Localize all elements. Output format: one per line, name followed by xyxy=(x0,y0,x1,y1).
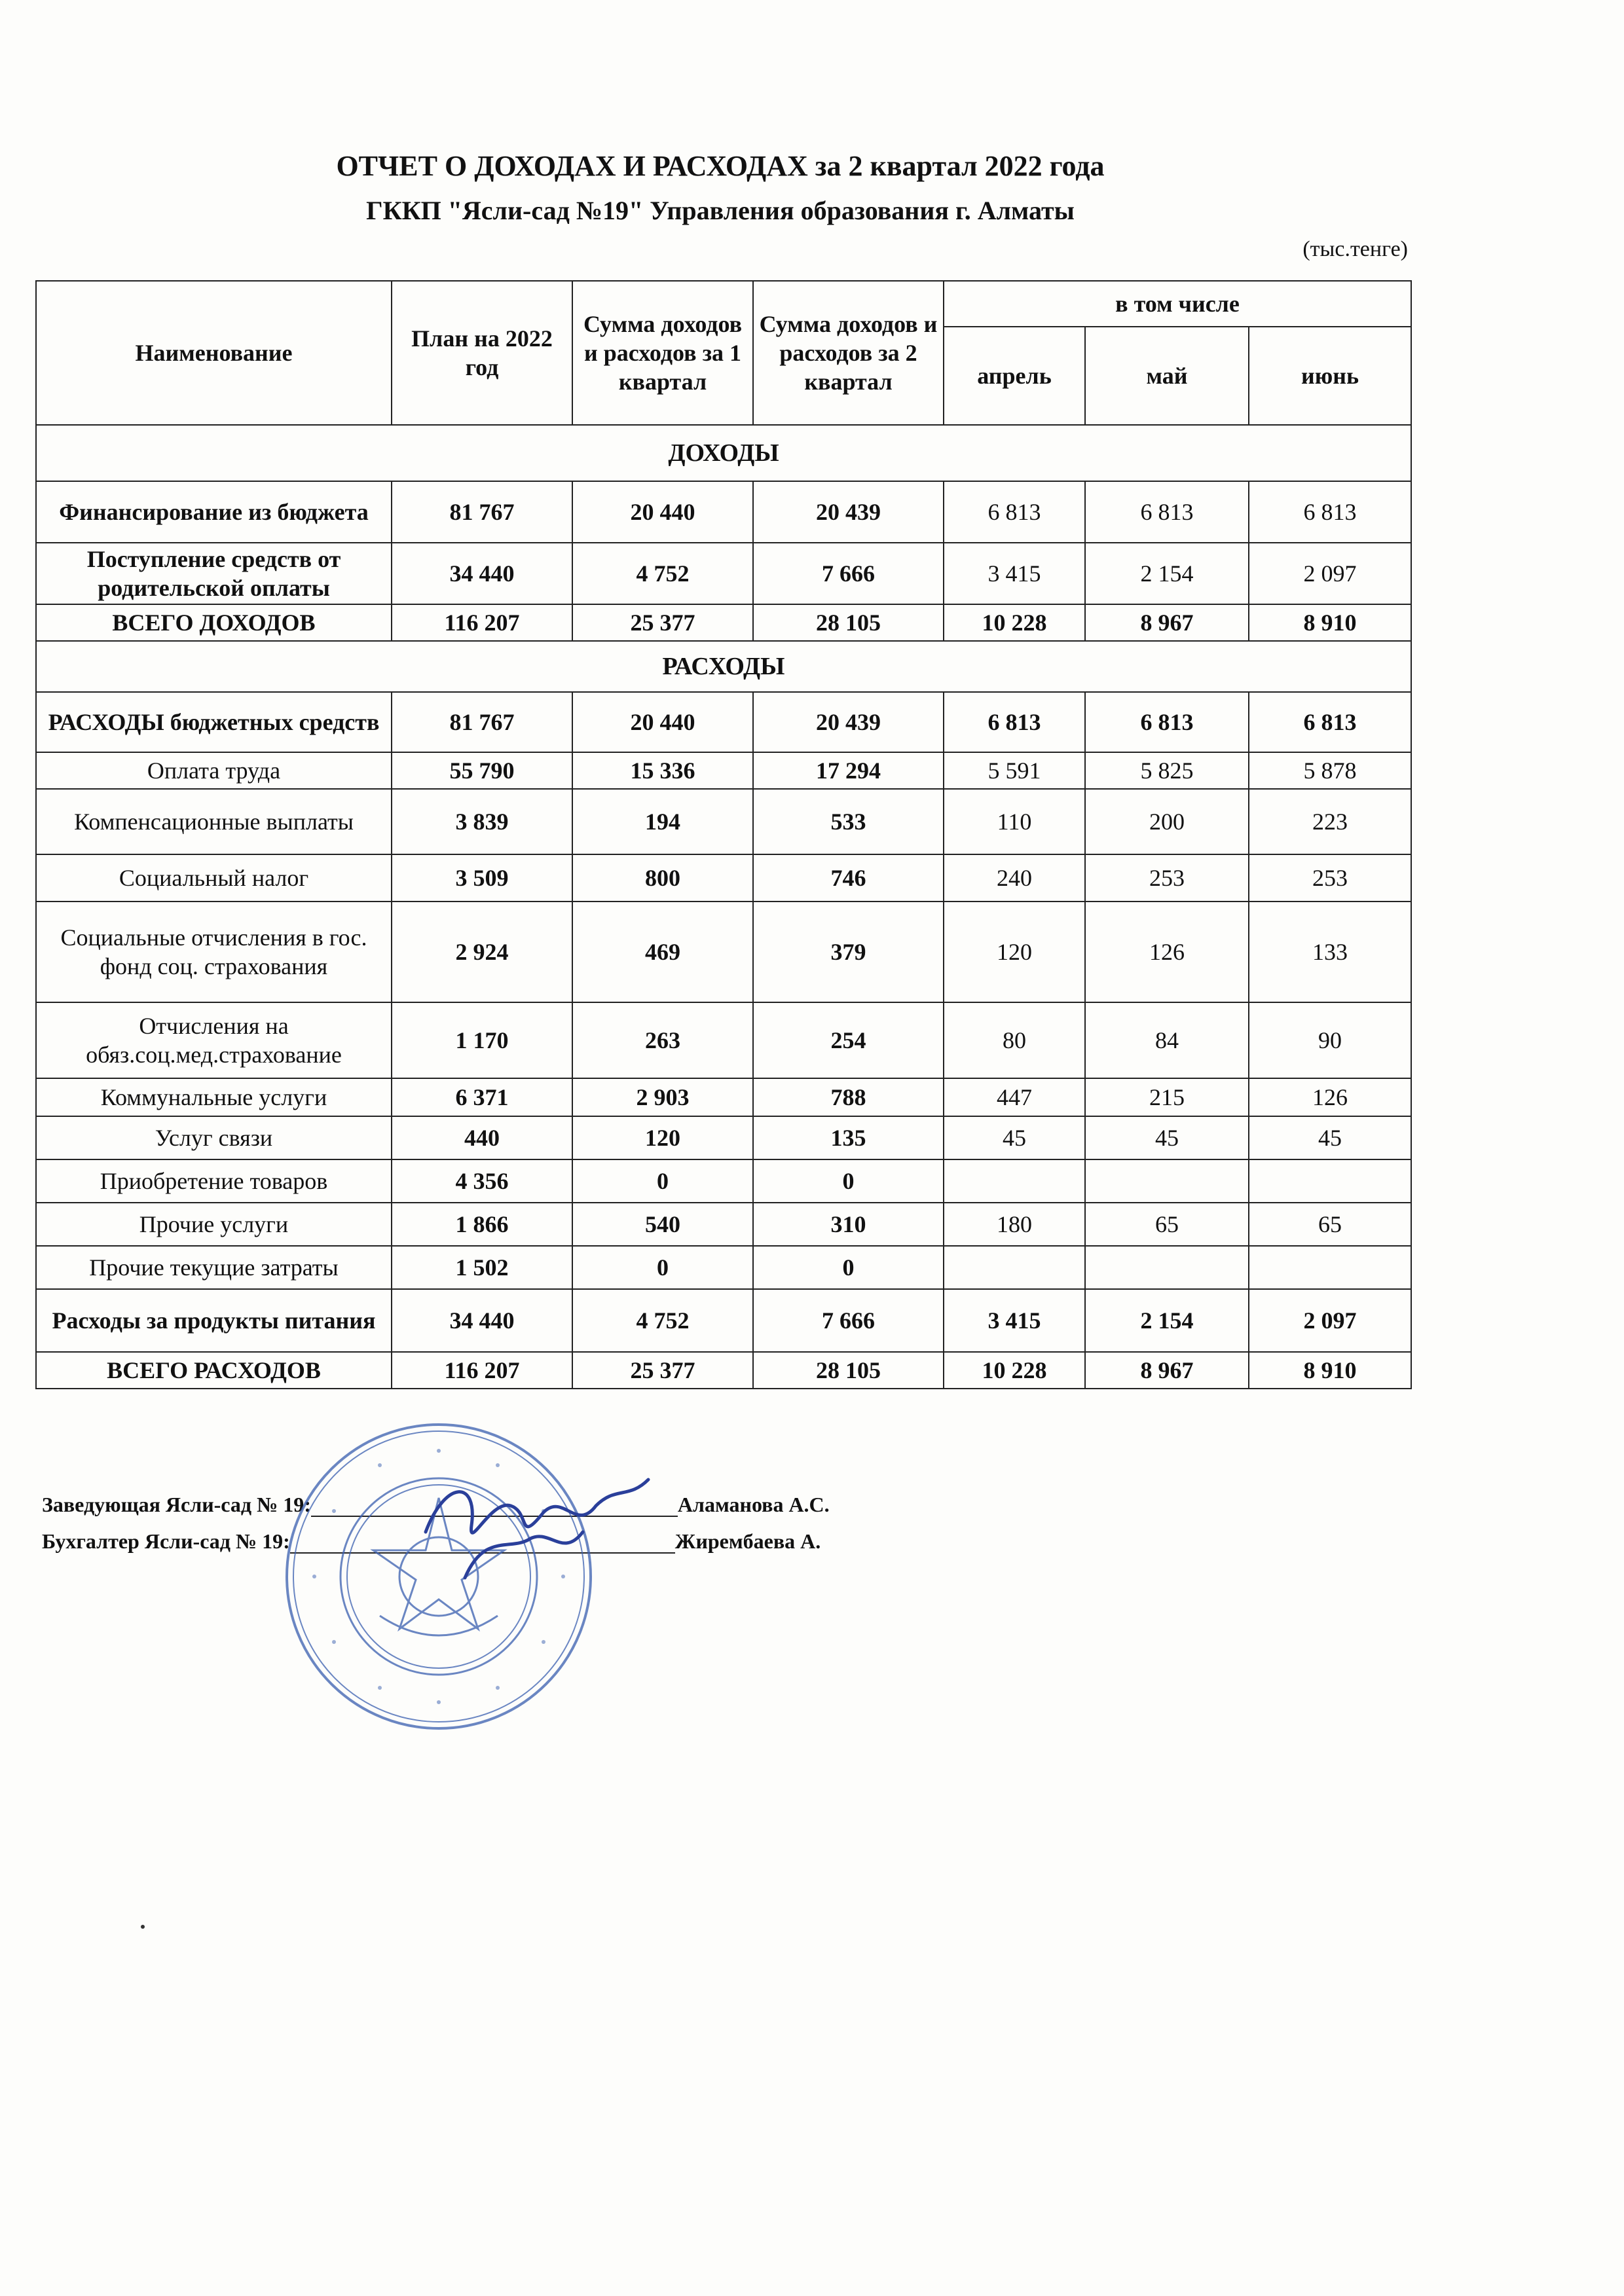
income_rows-cell-q1: 25 377 xyxy=(572,604,753,641)
expense_rows-cell-q1: 469 xyxy=(572,902,753,1002)
expense_rows-cell-may: 8 967 xyxy=(1085,1352,1249,1389)
expense_rows-row xyxy=(36,1352,1411,1389)
expense_rows-cell-april: 240 xyxy=(944,854,1085,902)
expense_rows-cell-may: 200 xyxy=(1085,789,1249,854)
units-label: (тыс.тенге) xyxy=(1302,237,1408,261)
expense_rows-cell-april: 3 415 xyxy=(944,1289,1085,1352)
expense_rows-cell-june xyxy=(1249,1246,1411,1289)
expense_rows-row xyxy=(36,1078,1411,1116)
report-title: ОТЧЕТ О ДОХОДАХ И РАСХОДАХ за 2 квартал 2022 года xyxy=(336,150,1105,182)
income_rows-cell-may: 8 967 xyxy=(1085,604,1249,641)
expense_rows-cell-plan: 4 356 xyxy=(392,1159,572,1203)
expense_rows-cell-q1: 0 xyxy=(572,1159,753,1203)
expense_rows-row xyxy=(36,1159,1411,1203)
header-q2: Сумма доходов и расходов за 2 квартал xyxy=(753,281,944,425)
expense_rows-cell-q2: 254 xyxy=(753,1002,944,1078)
income_rows-row xyxy=(36,604,1411,641)
expense_rows-cell-april: 45 xyxy=(944,1116,1085,1159)
expense_rows-row-name: Компенсационные выплаты xyxy=(36,789,392,854)
expense_rows-cell-april: 5 591 xyxy=(944,752,1085,789)
handwritten-signature xyxy=(406,1453,655,1584)
expense_rows-cell-april xyxy=(944,1246,1085,1289)
expense_rows-row-name: Прочие текущие затраты xyxy=(36,1246,392,1289)
income_rows-row xyxy=(36,543,1411,604)
expense_rows-row-name: ВСЕГО РАСХОДОВ xyxy=(36,1352,392,1389)
expense_rows-cell-q1: 120 xyxy=(572,1116,753,1159)
expense_rows-cell-q1: 2 903 xyxy=(572,1078,753,1116)
expense_rows-cell-q2: 746 xyxy=(753,854,944,902)
expense_rows-cell-may xyxy=(1085,1159,1249,1203)
expense_rows-cell-june: 223 xyxy=(1249,789,1411,854)
expense_rows-row xyxy=(36,752,1411,789)
income_rows-cell-q2: 28 105 xyxy=(753,604,944,641)
expense_rows-cell-june: 8 910 xyxy=(1249,1352,1411,1389)
expense_rows-row xyxy=(36,854,1411,902)
income_rows-cell-april: 3 415 xyxy=(944,543,1085,604)
expense_rows-cell-q1: 4 752 xyxy=(572,1289,753,1352)
expense_rows-cell-q2: 379 xyxy=(753,902,944,1002)
expense_rows-cell-plan: 6 371 xyxy=(392,1078,572,1116)
expense_rows-cell-q2: 310 xyxy=(753,1203,944,1246)
expense_rows-cell-q2: 0 xyxy=(753,1159,944,1203)
expense_rows-cell-q1: 263 xyxy=(572,1002,753,1078)
expense_rows-row-name: Услуг связи xyxy=(36,1116,392,1159)
expense_rows-cell-plan: 1 502 xyxy=(392,1246,572,1289)
expense_rows-cell-june: 65 xyxy=(1249,1203,1411,1246)
expense_rows-cell-may: 65 xyxy=(1085,1203,1249,1246)
expense_rows-cell-june: 5 878 xyxy=(1249,752,1411,789)
expense_rows-row-name: Отчисления на обяз.соц.мед.страхование xyxy=(36,1002,392,1078)
expense_rows-cell-q2: 135 xyxy=(753,1116,944,1159)
expense_rows-cell-june: 2 097 xyxy=(1249,1289,1411,1352)
expense_rows-cell-q1: 0 xyxy=(572,1246,753,1289)
income_rows-cell-plan: 81 767 xyxy=(392,481,572,543)
expense_rows-cell-q2: 17 294 xyxy=(753,752,944,789)
expense_rows-row-name: Коммунальные услуги xyxy=(36,1078,392,1116)
expense_rows-row xyxy=(36,902,1411,1002)
income_rows-cell-june: 8 910 xyxy=(1249,604,1411,641)
expense_rows-cell-may: 253 xyxy=(1085,854,1249,902)
expense_rows-cell-april: 447 xyxy=(944,1078,1085,1116)
expense_rows-cell-may: 5 825 xyxy=(1085,752,1249,789)
expense_rows-cell-june: 90 xyxy=(1249,1002,1411,1078)
expense_rows-cell-june: 253 xyxy=(1249,854,1411,902)
expense_rows-cell-q2: 788 xyxy=(753,1078,944,1116)
header-april: апрель xyxy=(944,327,1085,425)
expense_rows-cell-plan: 55 790 xyxy=(392,752,572,789)
head-label: Заведующая Ясли-сад № 19: xyxy=(42,1493,311,1516)
expense_rows-row-name: Прочие услуги xyxy=(36,1203,392,1246)
expense_rows-cell-plan: 440 xyxy=(392,1116,572,1159)
expense_rows-cell-april: 120 xyxy=(944,902,1085,1002)
income_rows-row-name: ВСЕГО ДОХОДОВ xyxy=(36,604,392,641)
expense_rows-cell-plan: 81 767 xyxy=(392,692,572,752)
expense_rows-cell-june: 45 xyxy=(1249,1116,1411,1159)
expense_rows-cell-q2: 533 xyxy=(753,789,944,854)
expense_rows-cell-q2: 28 105 xyxy=(753,1352,944,1389)
expense_rows-cell-june: 126 xyxy=(1249,1078,1411,1116)
expense_rows-cell-may: 215 xyxy=(1085,1078,1249,1116)
expense_rows-cell-q1: 20 440 xyxy=(572,692,753,752)
income_rows-cell-plan: 34 440 xyxy=(392,543,572,604)
income_rows-cell-q2: 7 666 xyxy=(753,543,944,604)
expense_rows-row-name: Оплата труда xyxy=(36,752,392,789)
income_rows-cell-may: 2 154 xyxy=(1085,543,1249,604)
expense_rows-cell-may: 126 xyxy=(1085,902,1249,1002)
income_rows-cell-q1: 20 440 xyxy=(572,481,753,543)
income_rows-cell-april: 6 813 xyxy=(944,481,1085,543)
expense_rows-row xyxy=(36,1246,1411,1289)
expense_rows-cell-plan: 2 924 xyxy=(392,902,572,1002)
accountant-name: Жирембаева А. xyxy=(674,1529,821,1553)
expense_rows-cell-may: 2 154 xyxy=(1085,1289,1249,1352)
expense_rows-cell-plan: 1 170 xyxy=(392,1002,572,1078)
expense_rows-cell-june: 133 xyxy=(1249,902,1411,1002)
accountant-label: Бухгалтер Ясли-сад № 19: xyxy=(42,1529,290,1553)
header-q1: Сумма доходов и расходов за 1 квартал xyxy=(572,281,753,425)
expense_rows-cell-june xyxy=(1249,1159,1411,1203)
income_rows-cell-q1: 4 752 xyxy=(572,543,753,604)
header-may: май xyxy=(1085,327,1249,425)
expense_rows-cell-may: 45 xyxy=(1085,1116,1249,1159)
header-including: в том числе xyxy=(944,281,1411,327)
income_rows-cell-may: 6 813 xyxy=(1085,481,1249,543)
expense_rows-cell-q1: 15 336 xyxy=(572,752,753,789)
expense_rows-cell-april: 10 228 xyxy=(944,1352,1085,1389)
expense_rows-cell-q2: 20 439 xyxy=(753,692,944,752)
head-name: Аламанова А.С. xyxy=(677,1493,830,1516)
report-table xyxy=(35,280,1412,1389)
expense-section-label: РАСХОДЫ xyxy=(36,641,1411,692)
header-name: Наименование xyxy=(36,281,392,425)
expense_rows-row xyxy=(36,1203,1411,1246)
income_rows-cell-april: 10 228 xyxy=(944,604,1085,641)
header-plan: План на 2022 год xyxy=(392,281,572,425)
expense_rows-cell-april: 110 xyxy=(944,789,1085,854)
expense_rows-cell-june: 6 813 xyxy=(1249,692,1411,752)
income_rows-row-name: Поступление средств от родительской оплаты xyxy=(36,543,392,604)
expense_rows-cell-q1: 540 xyxy=(572,1203,753,1246)
expense_rows-cell-q1: 194 xyxy=(572,789,753,854)
expense_rows-row-name: РАСХОДЫ бюджетных средств xyxy=(36,692,392,752)
expense_rows-cell-q1: 800 xyxy=(572,854,753,902)
expense_rows-cell-plan: 116 207 xyxy=(392,1352,572,1389)
expense_rows-cell-plan: 3 509 xyxy=(392,854,572,902)
expense_rows-cell-q1: 25 377 xyxy=(572,1352,753,1389)
report-subtitle: ГККП "Ясли-сад №19" Управления образования г. Алматы xyxy=(366,196,1075,225)
income_rows-row xyxy=(36,481,1411,543)
income-section-label: ДОХОДЫ xyxy=(36,425,1411,481)
expense_rows-cell-plan: 34 440 xyxy=(392,1289,572,1352)
expense_rows-row-name: Социальные отчисления в гос. фонд соц. страхования xyxy=(36,902,392,1002)
header-june: июнь xyxy=(1249,327,1411,425)
expense_rows-cell-april: 80 xyxy=(944,1002,1085,1078)
expense_rows-cell-april xyxy=(944,1159,1085,1203)
income_rows-cell-q2: 20 439 xyxy=(753,481,944,543)
expense_rows-row xyxy=(36,789,1411,854)
expense_rows-cell-plan: 1 866 xyxy=(392,1203,572,1246)
income_rows-cell-june: 2 097 xyxy=(1249,543,1411,604)
expense_rows-cell-plan: 3 839 xyxy=(392,789,572,854)
expense_rows-cell-may: 84 xyxy=(1085,1002,1249,1078)
expense_rows-cell-may: 6 813 xyxy=(1085,692,1249,752)
expense_rows-row xyxy=(36,692,1411,752)
expense_rows-row-name: Социальный налог xyxy=(36,854,392,902)
expense_rows-row-name: Расходы за продукты питания xyxy=(36,1289,392,1352)
expense_rows-row xyxy=(36,1289,1411,1352)
income_rows-row-name: Финансирование из бюджета xyxy=(36,481,392,543)
expense_rows-cell-april: 180 xyxy=(944,1203,1085,1246)
expense_rows-cell-q2: 0 xyxy=(753,1246,944,1289)
expense_rows-cell-q2: 7 666 xyxy=(753,1289,944,1352)
income_rows-cell-plan: 116 207 xyxy=(392,604,572,641)
expense_rows-cell-may xyxy=(1085,1246,1249,1289)
speck xyxy=(141,1925,145,1929)
expense_rows-row xyxy=(36,1002,1411,1078)
expense_rows-row-name: Приобретение товаров xyxy=(36,1159,392,1203)
expense_rows-cell-april: 6 813 xyxy=(944,692,1085,752)
expense_rows-row xyxy=(36,1116,1411,1159)
income_rows-cell-june: 6 813 xyxy=(1249,481,1411,543)
